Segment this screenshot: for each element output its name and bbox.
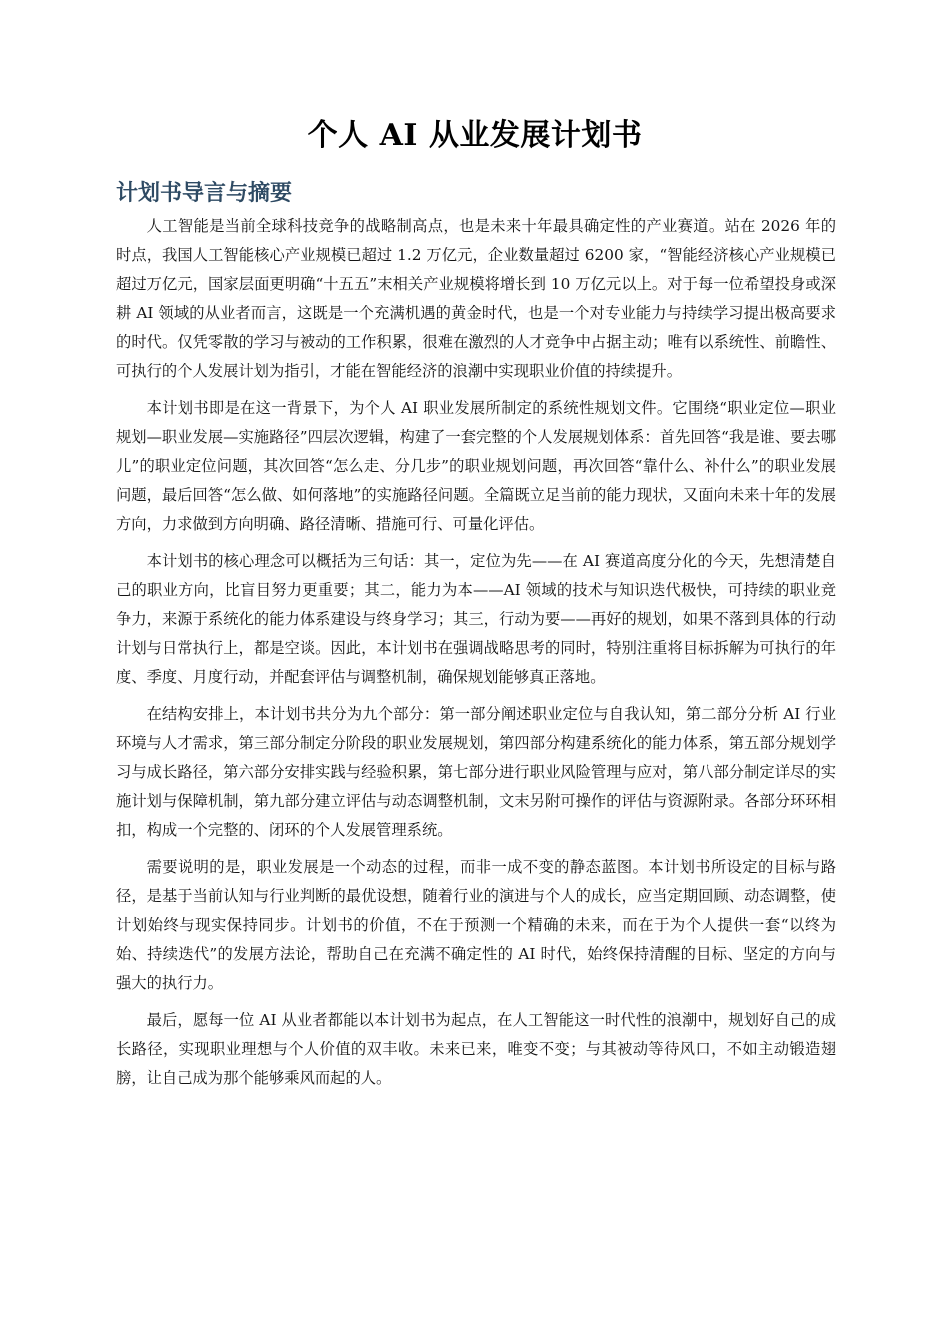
paragraph: 本计划书即是在这一背景下，为个人 AI 职业发展所制定的系统性规划文件。它围绕“职业定位—职业规划—职业发展—实施路径”四层次逻辑，构建了一套完整的个人发展规划体系：首先回答“我是谁、要去哪儿”的职业定位问题，其次回答“怎么走、分几步”的职业规划问题，再次回答“靠什么、补什么”的职业发展问题，最后回答“怎么做、如何落地”的实施路径问题。全篇既立足当前的能力现状，又面向未来十年的发展方向，力求做到方向明确、路径清晰、措施可行、可量化评估。 [116,399,836,533]
paragraph: 人工智能是当前全球科技竞争的战略制高点，也是未来十年最具确定性的产业赛道。站在 2026 年的时点，我国人工智能核心产业规模已超过 1.2 万亿元，企业数量超过 6200 家，“智能经济核心产业规模已超过万亿元，国家层面更明确“十五五”末相关产业规模将增长到 10 万亿元以上。对于每一位希望投身或深耕 AI 领域的从业者而言，这既是一个充满机遇的黄金时代，也是一个对专业能力与持续学习提出极高要求的时代。仅凭零散的学习与被动的工作积累，很难在激烈的人才竞争中占据主动；唯有以系统性、前瞻性、可执行的个人发展计划为指引，才能在智能经济的浪潮中实现职业价值的持续提升。 [116,217,836,380]
document-title: 个人 AI 从业发展计划书 [307,118,643,153]
paragraph: 需要说明的是，职业发展是一个动态的过程，而非一成不变的静态蓝图。本计划书所设定的目标与路径，是基于当前认知与行业判断的最优设想，随着行业的演进与个人的成长，应当定期回顾、动态调整，使计划始终与现实保持同步。计划书的价值，不在于预测一个精确的未来，而在于为个人提供一套“以终为始、持续迭代”的发展方法论，帮助自己在充满不确定性的 AI 时代，始终保持清醒的目标、坚定的方向与强大的执行力。 [116,858,836,992]
section-heading: 计划书导言与摘要 [116,181,293,206]
paragraph: 在结构安排上，本计划书共分为九个部分：第一部分阐述职业定位与自我认知，第二部分分析 AI 行业环境与人才需求，第三部分制定分阶段的职业发展规划，第四部分构建系统化的能力体系，第五部分规划学习与成长路径，第六部分安排实践与经验积累，第七部分进行职业风险管理与应对，第八部分制定详尽的实施计划与保障机制，第九部分建立评估与动态调整机制，文末另附可操作的评估与资源附录。各部分环环相扣，构成一个完整的、闭环的个人发展管理系统。 [116,705,836,839]
paragraph: 最后，愿每一位 AI 从业者都能以本计划书为起点，在人工智能这一时代性的浪潮中，规划好自己的成长路径，实现职业理想与个人价值的双丰收。未来已来，唯变不变；与其被动等待风口，不如主动锻造翅膀，让自己成为那个能够乘风而起的人。 [116,1011,836,1087]
paragraph: 本计划书的核心理念可以概括为三句话：其一，定位为先——在 AI 赛道高度分化的今天，先想清楚自己的职业方向，比盲目努力更重要；其二，能力为本——AI 领域的技术与知识迭代极快，可持续的职业竞争力，来源于系统化的能力体系建设与终身学习；其三，行动为要——再好的规划，如果不落到具体的行动计划与日常执行上，都是空谈。因此，本计划书在强调战略思考的同时，特别注重将目标拆解为可执行的年度、季度、月度行动，并配套评估与调整机制，确保规划能够真正落地。 [116,552,836,686]
document-body [116,212,836,1101]
